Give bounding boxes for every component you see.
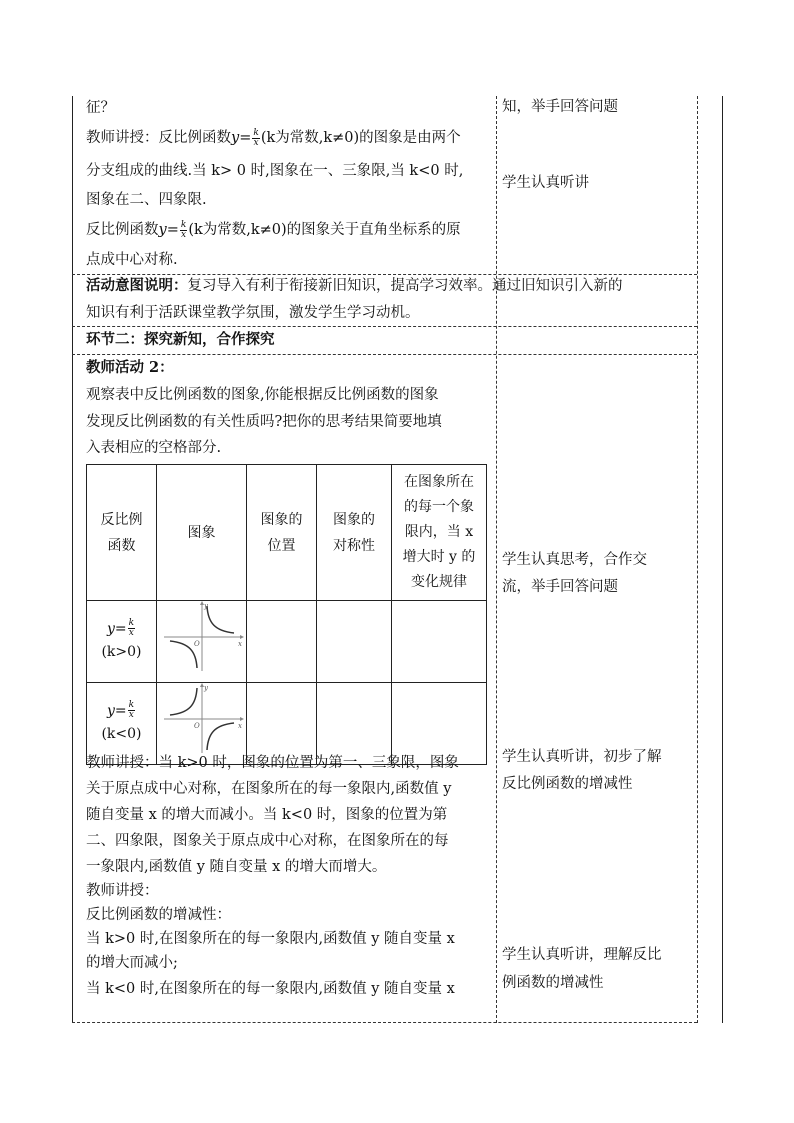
header-text: 反比例 [100, 511, 143, 528]
text-line: 知识有利于活跃课堂教学氛围，激发学生学习动机。 [86, 305, 420, 321]
header-text: 变化规律 [411, 574, 467, 590]
empty-cell [392, 601, 487, 683]
header-cell [392, 465, 487, 601]
fraction-denominator: x [253, 137, 259, 148]
student-activity: 流，举手回答问题 [502, 579, 618, 595]
text-span: 教师讲授：反比例函数 [86, 130, 231, 146]
condition-text: (k>0) [101, 643, 142, 660]
condition-text: (k<0) [101, 725, 142, 742]
fraction [128, 701, 135, 720]
text-line: 随自变量 x 的增大而减小。当 k<0 时，图象的位置为第 [86, 807, 448, 823]
text-line: 征？ [86, 100, 115, 116]
curve-branch-second-quadrant [170, 688, 197, 715]
axis-y-label: y [203, 684, 208, 692]
formula-y: y= [106, 702, 127, 719]
header-cell [87, 465, 157, 601]
fraction-denominator: x [128, 628, 134, 638]
outer-right-border [722, 96, 723, 1023]
header-cell [247, 465, 317, 601]
student-activity: 学生认真听讲 [502, 175, 589, 191]
student-activity: 知，举手回答问题 [502, 99, 618, 115]
header-text: 增大时 y 的 [402, 549, 476, 565]
axis-x-label: x [237, 722, 242, 730]
outer-left-border [72, 96, 73, 1023]
row-divider-bottom [72, 1022, 697, 1023]
header-text: 对称性 [333, 537, 375, 554]
column-divider [496, 96, 497, 1023]
text-span: (k为常数,k≠0)的图象是由两个 [260, 130, 461, 146]
formula-y: y= [158, 222, 179, 238]
table-row [87, 601, 487, 683]
text-line: 当 k>0 时,在图象所在的每一象限内,函数值 y 随自变量 x [86, 931, 455, 947]
function-cell [87, 601, 157, 683]
fraction [128, 619, 135, 638]
text-line: 入表相应的空格部分. [86, 440, 222, 456]
fraction-numerator: k [180, 219, 187, 230]
text-line: 分支组成的曲线.当 k> 0 时,图象在一、三象限,当 k<0 时, [86, 163, 464, 179]
hyperbola-graph-positive [160, 601, 244, 673]
activity-heading: 教师活动 2： [86, 359, 174, 376]
header-text: 图象的 [260, 511, 303, 528]
text-line: 当 k<0 时,在图象所在的每一象限内,函数值 y 随自变量 x [86, 981, 455, 997]
header-cell: 图象 [157, 465, 247, 601]
student-activity: 学生认真听讲，初步了解 [502, 749, 662, 765]
text-line: 点成中心对称. [86, 252, 178, 268]
intent-label: 活动意图说明： [86, 277, 188, 294]
fraction-denominator: x [128, 710, 134, 720]
curve-branch-fourth-quadrant [207, 723, 234, 750]
formula [87, 619, 156, 639]
header-text: 的每一个象 [404, 499, 474, 515]
student-activity: 学生认真听讲，理解反比 [502, 947, 662, 963]
text-line: 反比例函数的增减性： [86, 907, 231, 923]
lecture-line [86, 123, 461, 153]
student-activity: 反比例函数的增减性 [502, 776, 633, 792]
lecture-line [86, 215, 461, 245]
text-line: 观察表中反比例函数的图象,你能根据反比例函数的图象 [86, 387, 439, 403]
text-span: 反比例函数 [86, 222, 159, 238]
origin-label: O [193, 722, 200, 730]
header-text: 位置 [267, 537, 296, 554]
fraction-numerator: k [128, 700, 135, 710]
hyperbola-graph-negative [160, 683, 244, 755]
graph-cell [157, 601, 247, 683]
text-span: (k为常数,k≠0)的图象关于直角坐标系的原 [188, 222, 461, 238]
curve-branch-third-quadrant [170, 641, 197, 668]
formula-y: y= [106, 620, 127, 637]
fraction-denominator: x [181, 229, 187, 240]
text-line: 二、四象限，图象关于原点成中心对称，在图象所在的每 [86, 833, 449, 849]
text-line: 教师讲授：当 k>0 时，图象的位置为第一、三象限，图象 [86, 755, 459, 771]
fraction-numerator: k [128, 618, 135, 628]
student-activity: 例函数的增减性 [502, 975, 604, 991]
header-text: 函数 [107, 537, 136, 554]
student-activity: 学生认真思考，合作交 [502, 552, 647, 568]
table-header-row [87, 465, 487, 601]
section-heading: 环节二：探究新知，合作探究 [86, 331, 275, 348]
text-line: 的增大而减小; [86, 955, 178, 971]
header-text: 限内，当 x [404, 524, 474, 540]
column-divider-right [697, 96, 698, 1023]
header-cell [317, 465, 392, 601]
curve-branch-first-quadrant [207, 606, 234, 633]
origin-label: O [193, 640, 200, 648]
text-line: 图象在二、四象限. [86, 192, 207, 208]
text-line: 关于原点成中心对称，在图象所在的每一象限内,函数值 y [86, 781, 452, 797]
empty-cell [247, 601, 317, 683]
axis-y-label: y [203, 602, 208, 610]
text-line: 教师讲授： [86, 883, 159, 899]
text-line: 发现反比例函数的有关性质吗?把你的思考结果简要地填 [86, 414, 442, 430]
fraction [252, 129, 259, 148]
header-text: 图象的 [333, 511, 375, 528]
empty-cell [317, 601, 392, 683]
lesson-plan-table [72, 96, 723, 1023]
formula [87, 701, 156, 721]
fraction [180, 221, 187, 240]
axis-x-label: x [237, 640, 242, 648]
formula-y: y= [231, 130, 252, 146]
properties-table [86, 464, 487, 765]
text-line: 一象限内,函数值 y 随自变量 x 的增大而增大。 [86, 859, 387, 875]
text-span: 复习导入有利于衔接新旧知识，提高学习效率。通过旧知识引入新的 [187, 278, 623, 294]
fraction-numerator: k [253, 127, 259, 138]
header-text: 在图象所在 [404, 474, 474, 490]
intent-line [86, 271, 623, 301]
